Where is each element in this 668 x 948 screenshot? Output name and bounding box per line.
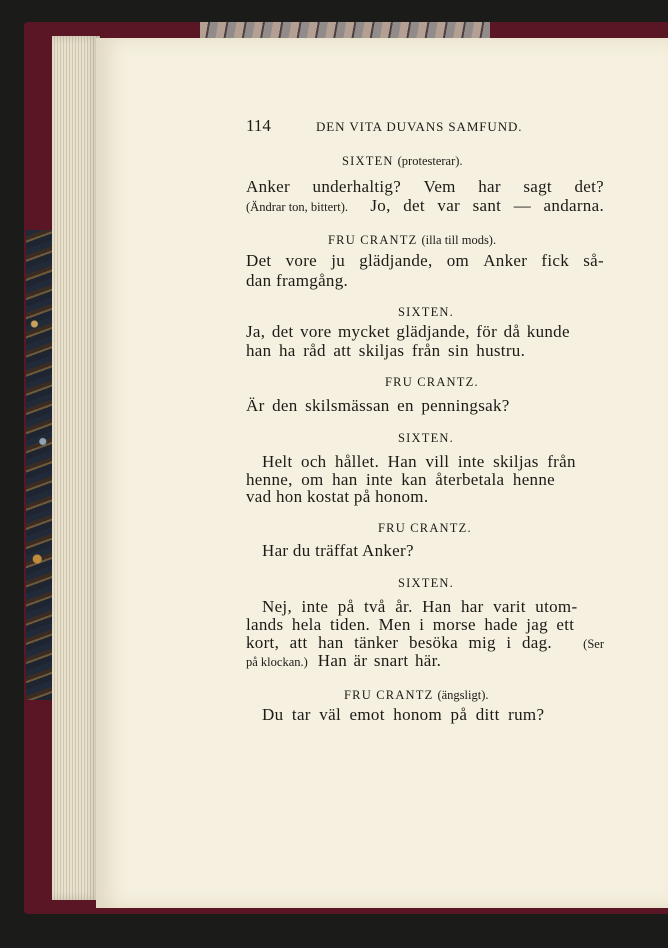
stage-direction: (ängsligt). [437,688,489,702]
stage-direction: (Ser [583,637,604,651]
speech-line: dan framgång. [246,271,349,290]
speech-line: vad hon kostat på honom. [246,487,429,506]
speech-line [246,651,441,671]
stage-direction: (illa till mods). [421,233,497,247]
speaker-name: SIXTEN [342,154,394,168]
marbled-endpaper [26,230,54,700]
spine-edge [200,22,490,38]
speech-line: Helt och hållet. Han vill inte skiljas från [262,452,576,471]
speech-line: Nej, inte på två år. Han har varit utom- [262,597,578,616]
word: så- [583,251,604,270]
speaker-name: SIXTEN. [398,576,454,590]
speech-line: Är den skilsmässan en penningsak? [246,396,510,415]
speech-line [246,251,604,271]
word: underhaltig? [312,177,402,196]
word: ju [331,251,346,270]
speaker-name: FRU CRANTZ [344,688,434,702]
running-title: DEN VITA DUVANS SAMFUND. [316,119,523,134]
speech-line: Du tar väl emot honom på ditt rum? [262,705,545,724]
speech-text: Jo, det var sant — andarna. [370,196,604,215]
speech-line: han ha råd att skiljas från sin hustru. [246,341,526,360]
speech-line: lands hela tiden. Men i morse hade jag ett [246,615,575,634]
word: sagt [523,177,552,196]
speech-line [246,196,604,216]
page-number: 114 [246,116,271,135]
word: Det [246,251,272,270]
word: det? [574,177,604,196]
speaker-heading [342,152,463,170]
speech-line: Har du träffat Anker? [262,541,414,560]
stage-direction: (protesterar). [397,154,463,168]
word: Anker [483,251,528,270]
speaker-name: FRU CRANTZ [328,233,418,247]
word: vore [285,251,318,270]
word: glädjande, [359,251,433,270]
word: fick [541,251,570,270]
speech-line [246,633,604,653]
speech-line: Ja, det vore mycket glädjande, för då kunde [246,322,570,341]
stage-direction: (Ändrar ton, bittert). [246,200,349,214]
word: har [478,177,501,196]
speaker-name: SIXTEN. [398,305,454,319]
speaker-name: FRU CRANTZ. [378,521,472,535]
speaker-name: FRU CRANTZ. [385,375,479,389]
stage-direction: på klockan.) [246,655,308,669]
speech-line [246,177,604,197]
speech-line: henne, om han inte kan återbetala henne [246,470,555,489]
word: Vem [423,177,456,196]
word: Anker [246,177,290,196]
speaker-name: SIXTEN. [398,431,454,445]
speech-text: Han är snart här. [317,651,442,670]
word: om [446,251,470,270]
speaker-heading [328,231,496,249]
page-edges [52,36,100,900]
speaker-heading [344,686,489,704]
speech-text: kort, att han tänker besöka mig i dag. [246,633,552,652]
